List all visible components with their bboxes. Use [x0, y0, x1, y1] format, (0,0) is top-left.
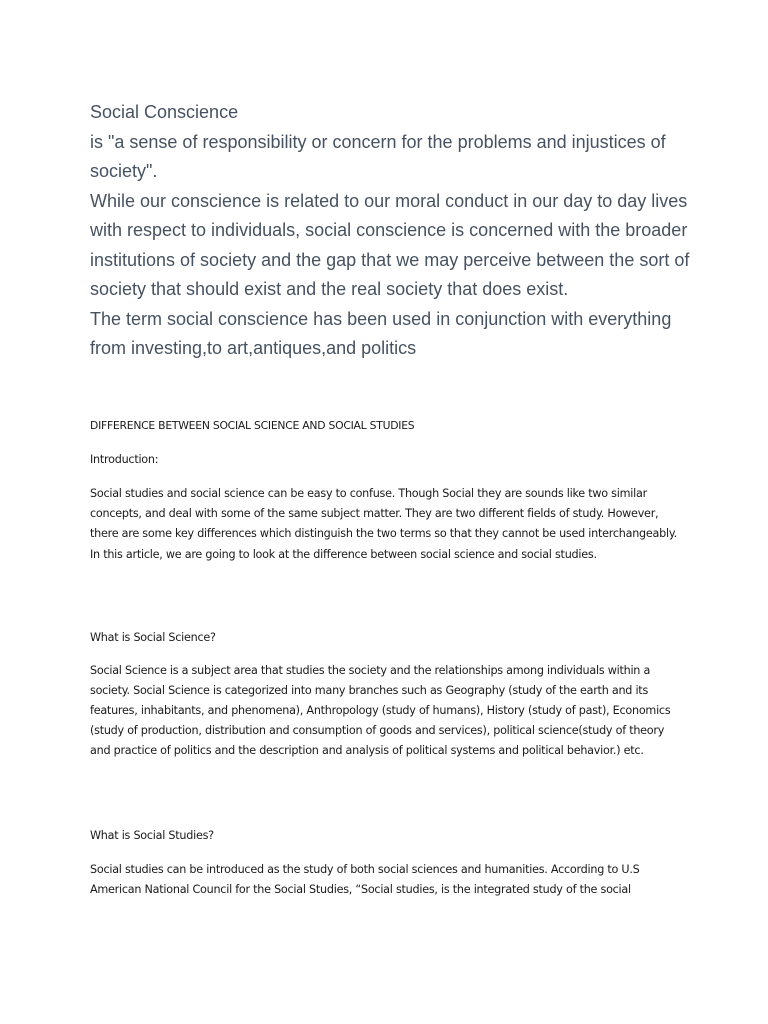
intro-usage: The term social conscience has been used in conjunction with everything from investing,to art,antiques,and politics — [90, 308, 672, 358]
introduction-paragraph: Social studies and social science can be easy to confuse. Though Social they are sounds like two similar concepts, and deal with some of the same subject matter. They are two different fields of study. However, there are some key differences which distinguish the two terms so that they cannot be used interchangeably. In this article, we are going to look at the difference between social science and social studies. — [90, 487, 677, 561]
social-studies-heading: What is Social Studies? — [90, 829, 214, 842]
intro-explanation: While our conscience is related to our moral conduct in our day to day lives with respect to individuals, social conscience is concerned with the broader institutions of society and the gap that we may perceive between the sort of society that should exist and the real society that does exist. — [90, 190, 690, 299]
intro-definition: is "a sense of responsibility or concern for the problems and injustices of society". — [90, 131, 666, 181]
social-conscience-intro — [90, 98, 690, 364]
intro-title: Social Conscience — [90, 102, 239, 122]
social-studies-paragraph: Social studies can be introduced as the study of both social sciences and humanities. According to U.S American National Council for the Social Studies, “Social studies, is the integrated study of the social — [90, 863, 640, 896]
article-heading: DIFFERENCE BETWEEN SOCIAL SCIENCE AND SOCIAL STUDIES — [90, 419, 415, 432]
social-science-paragraph: Social Science is a subject area that studies the society and the relationships among individuals within a society. Social Science is categorized into many branches such as Geography (study of the earth and its features, inhabitants, and phenomena), Anthropology (study of humans), History (study of past), Economics (study of production, distribution and consumption of goods and services), political science(study of theory and practice of politics and the description and analysis of political systems and political behavior.) etc. — [90, 664, 671, 757]
social-science-heading: What is Social Science? — [90, 631, 216, 644]
introduction-heading: Introduction: — [90, 453, 159, 466]
